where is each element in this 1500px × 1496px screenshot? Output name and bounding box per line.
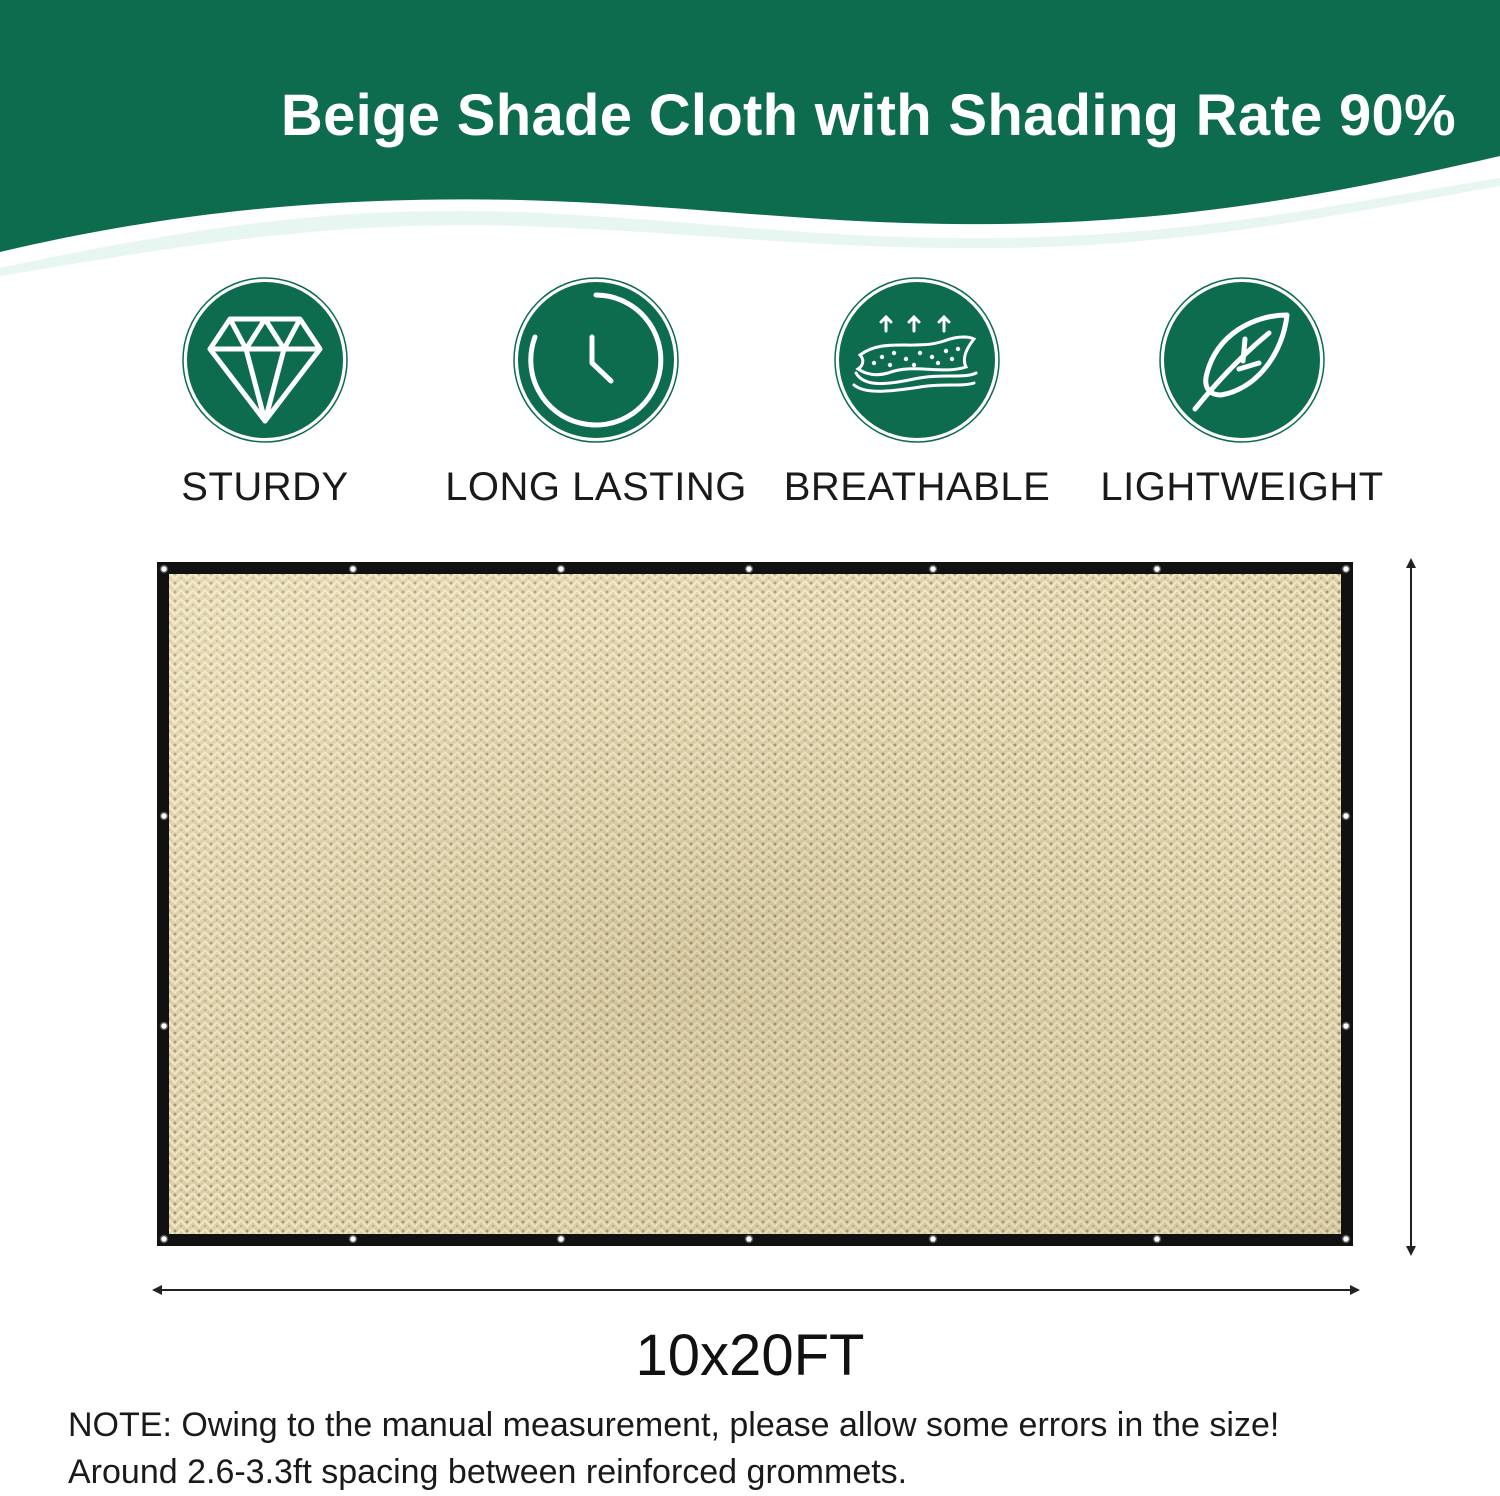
feature-label: LIGHTWEIGHT bbox=[1100, 465, 1384, 509]
feature-breathable bbox=[757, 277, 1077, 510]
note-line-2: Around 2.6-3.3ft spacing between reinforced grommets. bbox=[68, 1453, 908, 1491]
shade-cloth-image bbox=[157, 562, 1353, 1246]
feather-icon bbox=[1159, 277, 1325, 443]
width-dimension-arrow bbox=[150, 1278, 1362, 1302]
feature-label: BREATHABLE bbox=[783, 465, 1051, 509]
size-label: 10x20FT bbox=[635, 1323, 865, 1388]
feature-label: STURDY bbox=[181, 465, 349, 509]
clock-icon bbox=[513, 277, 679, 443]
feature-label: LONG LASTING bbox=[445, 465, 747, 509]
feature-sturdy bbox=[105, 277, 425, 510]
page-title: Beige Shade Cloth with Shading Rate 90% bbox=[280, 83, 1456, 148]
feature-lightweight bbox=[1082, 277, 1402, 510]
note-line-1: NOTE: Owing to the manual measurement, please allow some errors in the size! bbox=[68, 1406, 1280, 1444]
breathable-fabric-icon bbox=[834, 277, 1000, 443]
feature-long-lasting bbox=[436, 277, 756, 510]
diamond-icon bbox=[182, 277, 348, 443]
height-dimension-arrow bbox=[1398, 556, 1424, 1258]
header-banner bbox=[0, 0, 1500, 290]
size-note bbox=[68, 1402, 1468, 1496]
